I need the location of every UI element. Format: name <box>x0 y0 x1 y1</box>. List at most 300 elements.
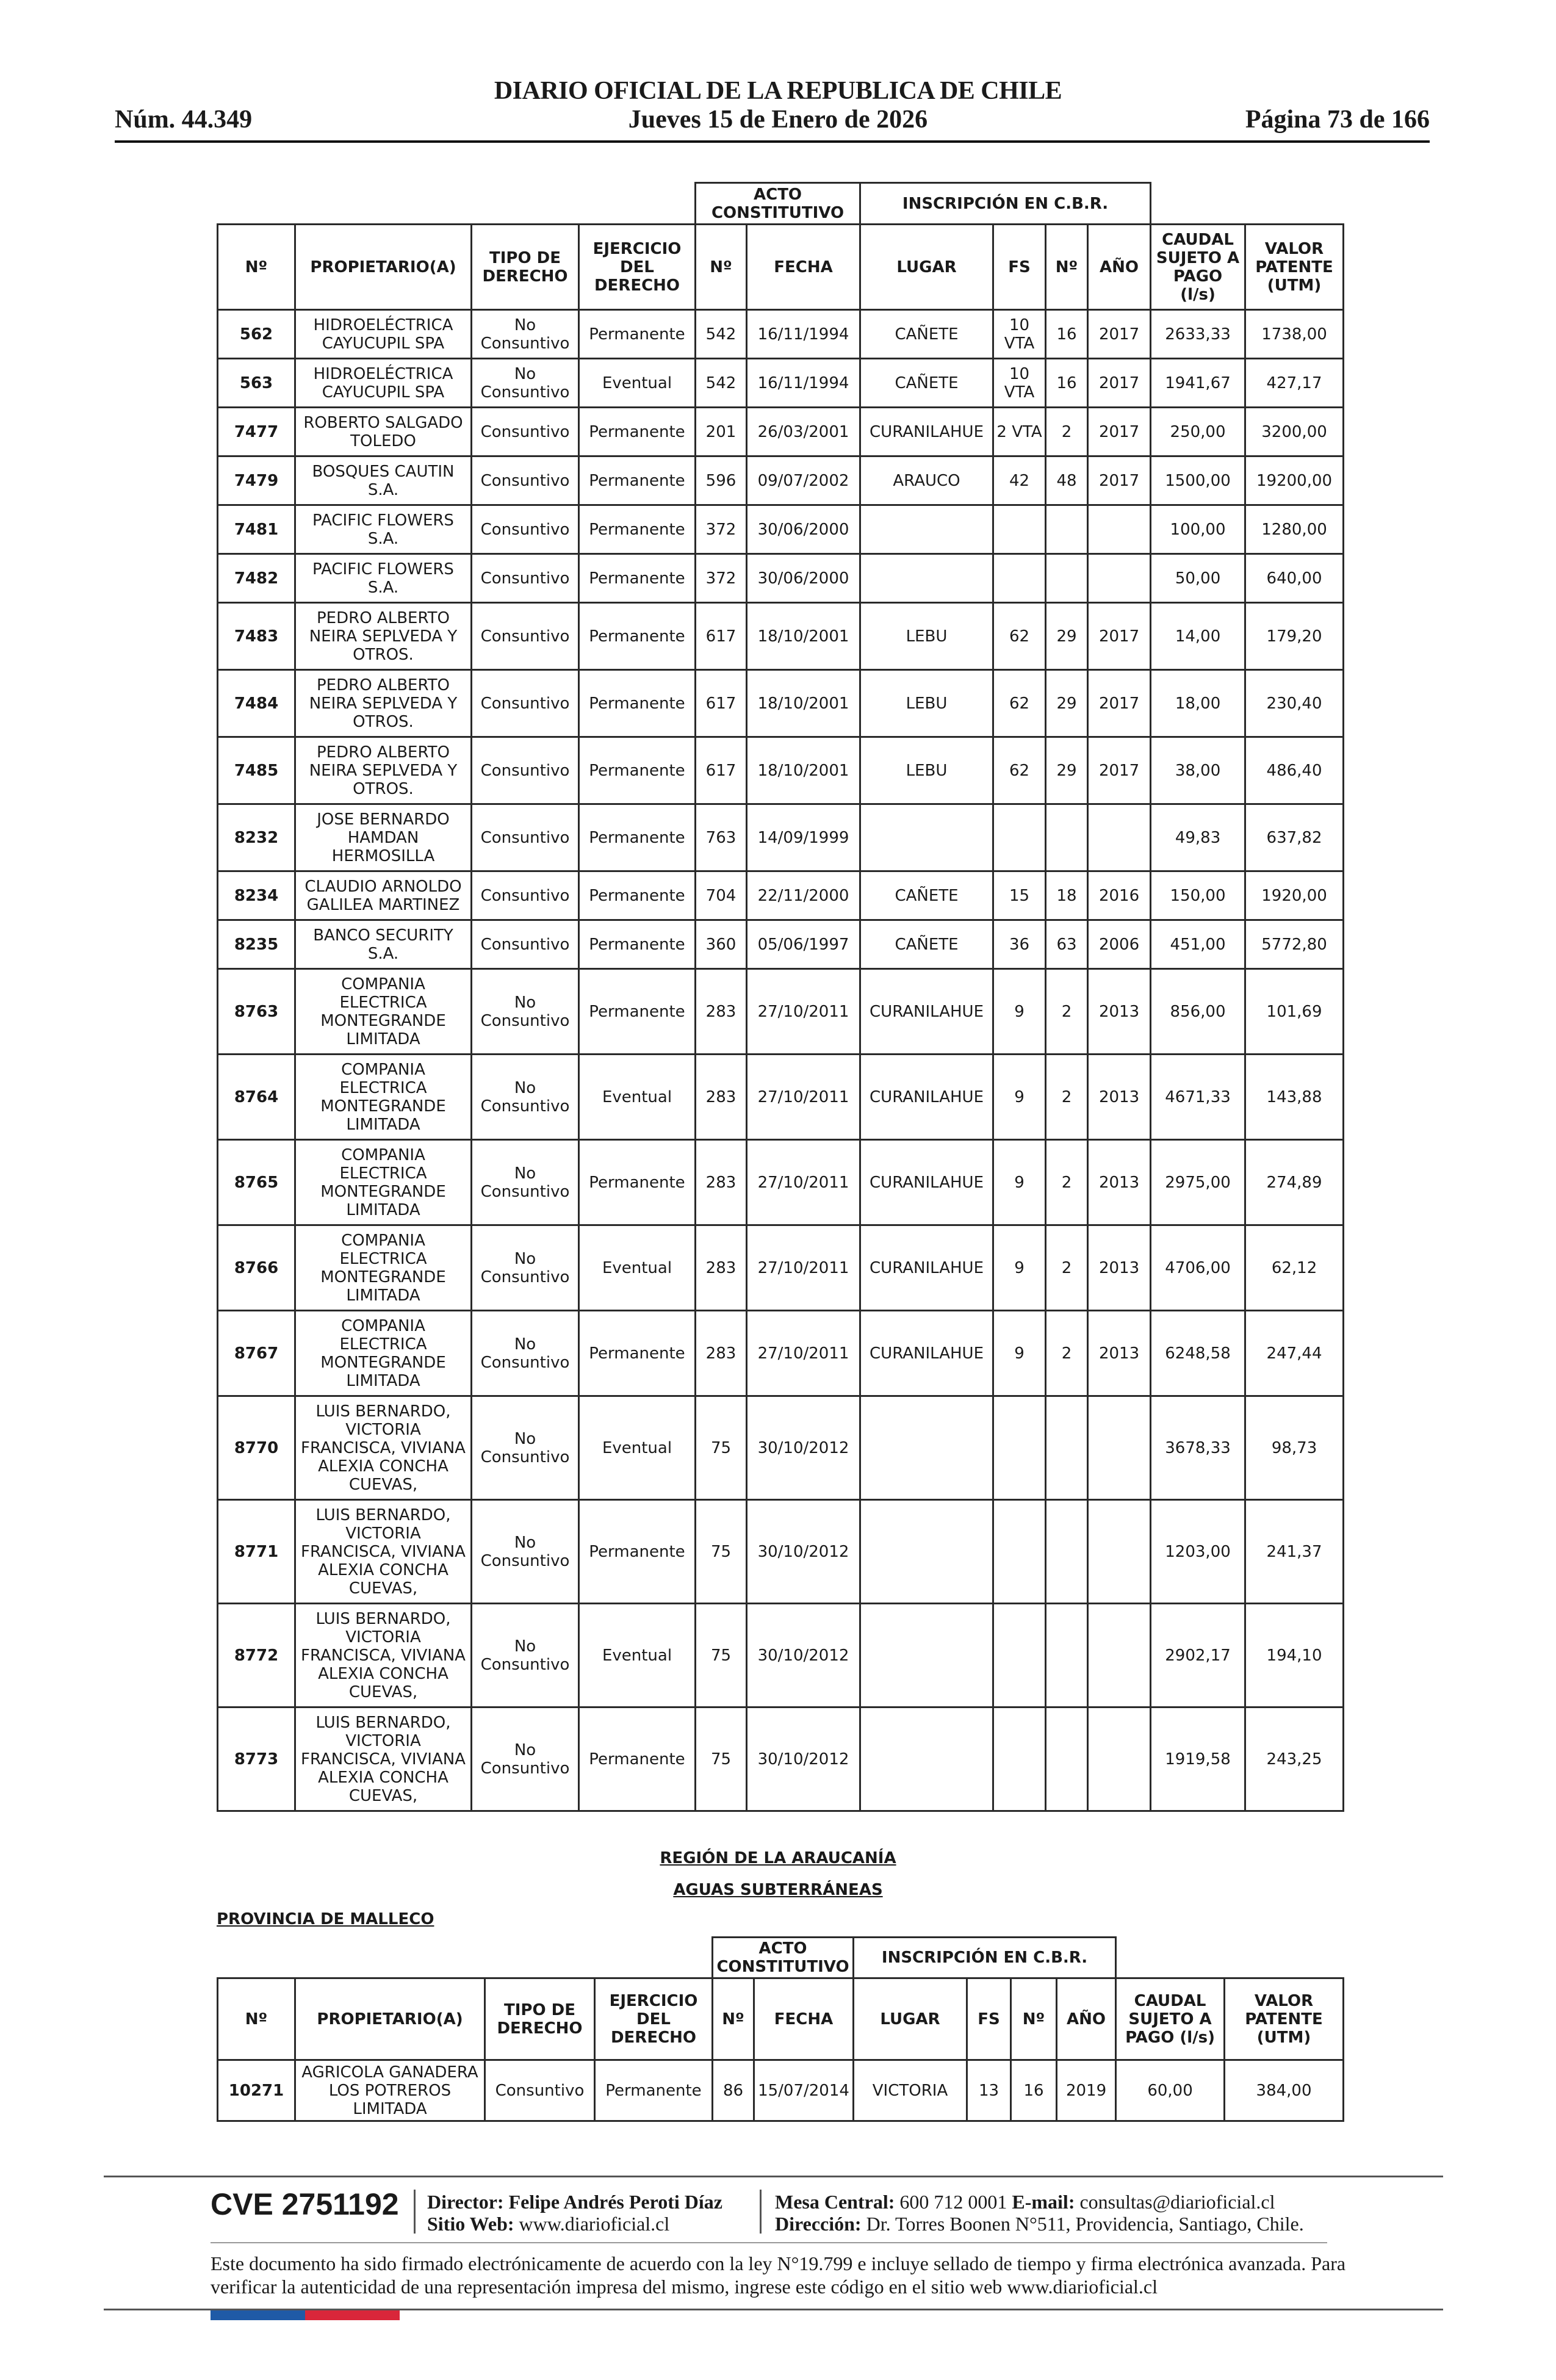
exercise-cell: Eventual <box>579 1055 696 1140</box>
fee-cell: 5772,80 <box>1245 920 1344 969</box>
place-cell <box>860 1396 993 1500</box>
issue-number: Núm. 44.349 <box>115 106 253 134</box>
flow-cell: 18,00 <box>1151 670 1245 737</box>
table-row <box>218 1225 1344 1311</box>
water-rights-table <box>217 182 1344 1812</box>
right-type-cell: No Consuntivo <box>472 1500 579 1604</box>
flow-cell: 150,00 <box>1151 871 1245 920</box>
fs-cell: 9 <box>993 1311 1046 1396</box>
director-label: Director: <box>427 2191 504 2213</box>
exercise-cell: Permanente <box>579 804 696 871</box>
place-cell: CAÑETE <box>860 310 993 359</box>
header-propietario: PROPIETARIO(A) <box>295 1978 485 2060</box>
owner-cell: BANCO SECURITY S.A. <box>295 920 472 969</box>
exercise-cell: Permanente <box>579 1311 696 1396</box>
fee-cell: 640,00 <box>1245 554 1344 603</box>
cbr-number-cell: 2 <box>1046 1140 1088 1225</box>
year-cell: 2017 <box>1088 359 1151 408</box>
exercise-cell: Eventual <box>579 1604 696 1707</box>
table-row <box>218 1396 1344 1500</box>
row-number: 8773 <box>218 1707 295 1811</box>
fee-cell: 427,17 <box>1245 359 1344 408</box>
owner-cell: LUIS BERNARDO, VICTORIA FRANCISCA, VIVIANA ALEXIA CONCHA CUEVAS, <box>295 1707 472 1811</box>
right-type-cell: Consuntivo <box>472 920 579 969</box>
owner-cell: PEDRO ALBERTO NEIRA SEPLVEDA Y OTROS. <box>295 603 472 670</box>
fee-cell: 241,37 <box>1245 1500 1344 1604</box>
page-number: Página 73 de 166 <box>1245 106 1430 134</box>
row-number: 7485 <box>218 737 295 804</box>
act-date-cell: 30/10/2012 <box>747 1707 860 1811</box>
issue-date: Jueves 15 de Enero de 2026 <box>628 106 928 134</box>
footer-separator <box>414 2190 416 2234</box>
place-cell: LEBU <box>860 670 993 737</box>
act-date-cell: 18/10/2001 <box>747 737 860 804</box>
year-cell <box>1088 505 1151 554</box>
fee-cell: 101,69 <box>1245 969 1344 1055</box>
place-cell <box>860 1707 993 1811</box>
header-inscripcion-cbr: INSCRIPCIÓN EN C.B.R. <box>854 1938 1116 1978</box>
act-date-cell: 27/10/2011 <box>747 1140 860 1225</box>
owner-cell: LUIS BERNARDO, VICTORIA FRANCISCA, VIVIANA ALEXIA CONCHA CUEVAS, <box>295 1604 472 1707</box>
flow-cell: 49,83 <box>1151 804 1245 871</box>
header-divider <box>115 140 1430 143</box>
owner-cell: LUIS BERNARDO, VICTORIA FRANCISCA, VIVIANA ALEXIA CONCHA CUEVAS, <box>295 1396 472 1500</box>
exercise-cell: Permanente <box>579 408 696 456</box>
fee-cell: 274,89 <box>1245 1140 1344 1225</box>
fs-cell: 13 <box>967 2060 1011 2121</box>
act-date-cell: 30/06/2000 <box>747 505 860 554</box>
fs-cell: 10 VTA <box>993 359 1046 408</box>
header-caudal: CAUDAL SUJETO A PAGO (l/s) <box>1151 225 1245 310</box>
fs-cell: 9 <box>993 1140 1046 1225</box>
table-body <box>218 310 1344 1811</box>
table-row <box>218 1707 1344 1811</box>
header-tipo-derecho: TIPO DE DERECHO <box>472 225 579 310</box>
cbr-number-cell: 18 <box>1046 871 1088 920</box>
act-number-cell: 617 <box>696 603 747 670</box>
act-number-cell: 283 <box>696 1225 747 1311</box>
exercise-cell: Permanente <box>579 1140 696 1225</box>
place-cell <box>860 554 993 603</box>
act-date-cell: 30/10/2012 <box>747 1396 860 1500</box>
right-type-cell: Consuntivo <box>472 670 579 737</box>
fee-cell: 384,00 <box>1225 2060 1344 2121</box>
header-fecha: FECHA <box>747 225 860 310</box>
cve-code: CVE 2751192 <box>211 2187 399 2221</box>
year-cell: 2013 <box>1088 1055 1151 1140</box>
exercise-cell: Permanente <box>579 1500 696 1604</box>
year-cell <box>1088 1396 1151 1500</box>
act-number-cell: 542 <box>696 310 747 359</box>
act-number-cell: 372 <box>696 554 747 603</box>
table-row <box>218 1311 1344 1396</box>
cbr-number-cell <box>1046 804 1088 871</box>
fee-cell: 486,40 <box>1245 737 1344 804</box>
place-cell: CAÑETE <box>860 359 993 408</box>
cbr-number-cell <box>1046 1707 1088 1811</box>
flow-cell: 4706,00 <box>1151 1225 1245 1311</box>
place-cell: LEBU <box>860 737 993 804</box>
row-number: 8772 <box>218 1604 295 1707</box>
owner-cell: COMPANIA ELECTRICA MONTEGRANDE LIMITADA <box>295 1311 472 1396</box>
year-cell <box>1088 1500 1151 1604</box>
header-acto-constitutivo: ACTO CONSTITUTIVO <box>713 1938 854 1978</box>
exercise-cell: Eventual <box>579 359 696 408</box>
row-number: 8763 <box>218 969 295 1055</box>
fs-cell: 9 <box>993 1225 1046 1311</box>
province-heading: PROVINCIA DE MALLECO <box>217 1910 434 1928</box>
act-date-cell: 18/10/2001 <box>747 670 860 737</box>
act-date-cell: 27/10/2011 <box>747 1225 860 1311</box>
act-date-cell: 27/10/2011 <box>747 1311 860 1396</box>
place-cell <box>860 1500 993 1604</box>
table-row <box>218 1140 1344 1225</box>
header-lugar: LUGAR <box>854 1978 967 2060</box>
flow-cell: 2975,00 <box>1151 1140 1245 1225</box>
fs-cell: 62 <box>993 603 1046 670</box>
flow-cell: 1919,58 <box>1151 1707 1245 1811</box>
cbr-number-cell: 29 <box>1046 603 1088 670</box>
exercise-cell: Permanente <box>579 554 696 603</box>
address-label: Dirección: <box>775 2213 862 2235</box>
fs-cell: 15 <box>993 871 1046 920</box>
owner-cell: COMPANIA ELECTRICA MONTEGRANDE LIMITADA <box>295 1225 472 1311</box>
fs-cell: 9 <box>993 969 1046 1055</box>
right-type-cell: No Consuntivo <box>472 1055 579 1140</box>
owner-cell: HIDROELÉCTRICA CAYUCUPIL SPA <box>295 359 472 408</box>
right-type-cell: Consuntivo <box>472 603 579 670</box>
row-number: 562 <box>218 310 295 359</box>
act-number-cell: 283 <box>696 969 747 1055</box>
table-row <box>218 1500 1344 1604</box>
email-link[interactable]: consultas@diarioficial.cl <box>1079 2191 1275 2213</box>
right-type-cell: No Consuntivo <box>472 1225 579 1311</box>
owner-cell: PACIFIC FLOWERS S.A. <box>295 505 472 554</box>
fs-cell <box>993 1604 1046 1707</box>
owner-cell: LUIS BERNARDO, VICTORIA FRANCISCA, VIVIANA ALEXIA CONCHA CUEVAS, <box>295 1500 472 1604</box>
row-number: 7484 <box>218 670 295 737</box>
act-date-cell: 27/10/2011 <box>747 1055 860 1140</box>
cbr-number-cell <box>1046 505 1088 554</box>
year-cell: 2006 <box>1088 920 1151 969</box>
act-number-cell: 283 <box>696 1311 747 1396</box>
fs-cell: 9 <box>993 1055 1046 1140</box>
act-date-cell: 16/11/1994 <box>747 359 860 408</box>
fs-cell: 62 <box>993 670 1046 737</box>
header-n: Nº <box>218 1978 295 2060</box>
footer-director-block <box>427 2191 722 2235</box>
act-date-cell: 18/10/2001 <box>747 603 860 670</box>
act-number-cell: 542 <box>696 359 747 408</box>
header-ano: AÑO <box>1088 225 1151 310</box>
flow-cell: 6248,58 <box>1151 1311 1245 1396</box>
act-date-cell: 05/06/1997 <box>747 920 860 969</box>
act-number-cell: 617 <box>696 670 747 737</box>
row-number: 8764 <box>218 1055 295 1140</box>
cbr-number-cell: 2 <box>1046 1225 1088 1311</box>
header-valor-patente: VALOR PATENTE (UTM) <box>1225 1978 1344 2060</box>
cbr-number-cell: 29 <box>1046 670 1088 737</box>
exercise-cell: Permanente <box>579 920 696 969</box>
table-row <box>218 505 1344 554</box>
row-number: 8235 <box>218 920 295 969</box>
owner-cell: PACIFIC FLOWERS S.A. <box>295 554 472 603</box>
table-row <box>218 408 1344 456</box>
act-number-cell: 360 <box>696 920 747 969</box>
cbr-number-cell: 2 <box>1046 1055 1088 1140</box>
right-type-cell: No Consuntivo <box>472 1707 579 1811</box>
fs-cell <box>993 505 1046 554</box>
flow-cell: 856,00 <box>1151 969 1245 1055</box>
act-date-cell: 09/07/2002 <box>747 456 860 505</box>
header-acto-constitutivo: ACTO CONSTITUTIVO <box>696 183 860 225</box>
email-label: E-mail: <box>1012 2191 1075 2213</box>
director-name: Felipe Andrés Peroti Díaz <box>508 2191 722 2213</box>
footer-separator <box>760 2190 762 2234</box>
flag-stripe-blue <box>211 2310 305 2320</box>
row-number: 10271 <box>218 2060 295 2121</box>
mesa-label: Mesa Central: <box>775 2191 895 2213</box>
header-lugar: LUGAR <box>860 225 993 310</box>
flow-cell: 4671,33 <box>1151 1055 1245 1140</box>
fs-cell <box>993 1396 1046 1500</box>
footer-divider <box>104 2176 1443 2177</box>
flow-cell: 60,00 <box>1116 2060 1225 2121</box>
right-type-cell: No Consuntivo <box>472 1311 579 1396</box>
row-number: 8771 <box>218 1500 295 1604</box>
act-number-cell: 75 <box>696 1396 747 1500</box>
cbr-number-cell <box>1046 554 1088 603</box>
row-number: 7477 <box>218 408 295 456</box>
cbr-number-cell: 2 <box>1046 969 1088 1055</box>
exercise-cell: Permanente <box>579 1707 696 1811</box>
act-number-cell: 86 <box>713 2060 754 2121</box>
footer-divider <box>211 2242 1327 2243</box>
table-row <box>218 554 1344 603</box>
right-type-cell: Consuntivo <box>472 505 579 554</box>
fee-cell: 3200,00 <box>1245 408 1344 456</box>
place-cell: CURANILAHUE <box>860 1311 993 1396</box>
table-row <box>218 359 1344 408</box>
act-number-cell: 75 <box>696 1604 747 1707</box>
fee-cell: 230,40 <box>1245 670 1344 737</box>
mesa-phone: 600 712 0001 <box>899 2191 1007 2213</box>
fs-cell: 42 <box>993 456 1046 505</box>
exercise-cell: Permanente <box>579 456 696 505</box>
flow-cell: 2633,33 <box>1151 310 1245 359</box>
table-row <box>218 871 1344 920</box>
act-number-cell: 763 <box>696 804 747 871</box>
exercise-cell: Permanente <box>579 737 696 804</box>
year-cell <box>1088 554 1151 603</box>
fs-cell: 2 VTA <box>993 408 1046 456</box>
year-cell: 2017 <box>1088 603 1151 670</box>
flow-cell: 451,00 <box>1151 920 1245 969</box>
table-row <box>218 670 1344 737</box>
flow-cell: 14,00 <box>1151 603 1245 670</box>
year-cell: 2013 <box>1088 1311 1151 1396</box>
right-type-cell: No Consuntivo <box>472 359 579 408</box>
fs-cell: 10 VTA <box>993 310 1046 359</box>
table-body <box>218 2060 1344 2121</box>
right-type-cell: Consuntivo <box>472 737 579 804</box>
exercise-cell: Eventual <box>579 1225 696 1311</box>
act-number-cell: 201 <box>696 408 747 456</box>
exercise-cell: Permanente <box>595 2060 713 2121</box>
place-cell: LEBU <box>860 603 993 670</box>
flow-cell: 250,00 <box>1151 408 1245 456</box>
header-ejercicio: EJERCICIO DEL DERECHO <box>579 225 696 310</box>
exercise-cell: Permanente <box>579 603 696 670</box>
right-type-cell: No Consuntivo <box>472 969 579 1055</box>
fee-cell: 1280,00 <box>1245 505 1344 554</box>
owner-cell: CLAUDIO ARNOLDO GALILEA MARTINEZ <box>295 871 472 920</box>
fee-cell: 194,10 <box>1245 1604 1344 1707</box>
header-ano: AÑO <box>1057 1978 1116 2060</box>
owner-cell: COMPANIA ELECTRICA MONTEGRANDE LIMITADA <box>295 1055 472 1140</box>
act-date-cell: 22/11/2000 <box>747 871 860 920</box>
header-cbr-n: Nº <box>1011 1978 1057 2060</box>
act-number-cell: 617 <box>696 737 747 804</box>
fee-cell: 143,88 <box>1245 1055 1344 1140</box>
act-number-cell: 596 <box>696 456 747 505</box>
header-fs: FS <box>993 225 1046 310</box>
act-date-cell: 30/10/2012 <box>747 1500 860 1604</box>
water-type-heading: AGUAS SUBTERRÁNEAS <box>673 1881 883 1899</box>
region-heading: REGIÓN DE LA ARAUCANÍA <box>660 1849 896 1867</box>
fee-cell: 62,12 <box>1245 1225 1344 1311</box>
flag-stripe-red <box>305 2310 400 2320</box>
publication-title: DIARIO OFICIAL DE LA REPUBLICA DE CHILE <box>494 77 1062 105</box>
table-row <box>218 1604 1344 1707</box>
fs-cell: 36 <box>993 920 1046 969</box>
year-cell: 2013 <box>1088 1140 1151 1225</box>
cbr-number-cell: 16 <box>1011 2060 1057 2121</box>
act-date-cell: 14/09/1999 <box>747 804 860 871</box>
right-type-cell: No Consuntivo <box>472 1140 579 1225</box>
act-number-cell: 75 <box>696 1707 747 1811</box>
place-cell <box>860 505 993 554</box>
fee-cell: 1920,00 <box>1245 871 1344 920</box>
web-label: Sitio Web: <box>427 2213 514 2235</box>
place-cell: CURANILAHUE <box>860 969 993 1055</box>
year-cell: 2016 <box>1088 871 1151 920</box>
fee-cell: 243,25 <box>1245 1707 1344 1811</box>
flow-cell: 1500,00 <box>1151 456 1245 505</box>
year-cell: 2013 <box>1088 969 1151 1055</box>
act-date-cell: 26/03/2001 <box>747 408 860 456</box>
year-cell <box>1088 804 1151 871</box>
address-text: Dr. Torres Boonen N°511, Providencia, Santiago, Chile. <box>866 2213 1304 2235</box>
fee-cell: 637,82 <box>1245 804 1344 871</box>
year-cell: 2017 <box>1088 310 1151 359</box>
right-type-cell: Consuntivo <box>472 408 579 456</box>
legal-notice: Este documento ha sido firmado electrónicamente de acuerdo con la ley N°19.799 e incluye sellado de tiempo y firma electrónica avanzada. Para verificar la autenticidad de una representación impresa del mismo, ingrese este código en el sitio web www.diarioficial.cl <box>211 2252 1346 2298</box>
place-cell: CURANILAHUE <box>860 1055 993 1140</box>
row-number: 7483 <box>218 603 295 670</box>
cbr-number-cell: 48 <box>1046 456 1088 505</box>
owner-cell: HIDROELÉCTRICA CAYUCUPIL SPA <box>295 310 472 359</box>
header-inscripcion-cbr: INSCRIPCIÓN EN C.B.R. <box>860 183 1151 225</box>
act-number-cell: 283 <box>696 1140 747 1225</box>
row-number: 8770 <box>218 1396 295 1500</box>
flow-cell: 38,00 <box>1151 737 1245 804</box>
row-number: 8766 <box>218 1225 295 1311</box>
place-cell: CURANILAHUE <box>860 1225 993 1311</box>
fs-cell: 62 <box>993 737 1046 804</box>
row-number: 7481 <box>218 505 295 554</box>
table-row <box>218 456 1344 505</box>
right-type-cell: Consuntivo <box>472 804 579 871</box>
table-row <box>218 1055 1344 1140</box>
cbr-number-cell: 16 <box>1046 359 1088 408</box>
exercise-cell: Permanente <box>579 871 696 920</box>
act-number-cell: 372 <box>696 505 747 554</box>
header-fs: FS <box>967 1978 1011 2060</box>
owner-cell: ROBERTO SALGADO TOLEDO <box>295 408 472 456</box>
place-cell: VICTORIA <box>854 2060 967 2121</box>
row-number: 8767 <box>218 1311 295 1396</box>
table-row <box>218 969 1344 1055</box>
fs-cell <box>993 804 1046 871</box>
right-type-cell: No Consuntivo <box>472 1604 579 1707</box>
flow-cell: 1203,00 <box>1151 1500 1245 1604</box>
year-cell: 2017 <box>1088 408 1151 456</box>
header-acto-n: Nº <box>696 225 747 310</box>
fs-cell <box>993 554 1046 603</box>
right-type-cell: Consuntivo <box>485 2060 595 2121</box>
year-cell: 2017 <box>1088 737 1151 804</box>
cbr-number-cell: 29 <box>1046 737 1088 804</box>
year-cell: 2013 <box>1088 1225 1151 1311</box>
cbr-number-cell: 2 <box>1046 1311 1088 1396</box>
act-number-cell: 283 <box>696 1055 747 1140</box>
act-date-cell: 15/07/2014 <box>754 2060 854 2121</box>
owner-cell: PEDRO ALBERTO NEIRA SEPLVEDA Y OTROS. <box>295 737 472 804</box>
act-date-cell: 16/11/1994 <box>747 310 860 359</box>
act-date-cell: 27/10/2011 <box>747 969 860 1055</box>
act-number-cell: 75 <box>696 1500 747 1604</box>
year-cell <box>1088 1707 1151 1811</box>
row-number: 7479 <box>218 456 295 505</box>
table-row <box>218 310 1344 359</box>
owner-cell: JOSE BERNARDO HAMDAN HERMOSILLA <box>295 804 472 871</box>
place-cell <box>860 1604 993 1707</box>
exercise-cell: Permanente <box>579 969 696 1055</box>
right-type-cell: No Consuntivo <box>472 1396 579 1500</box>
header-n: Nº <box>218 225 295 310</box>
fs-cell <box>993 1707 1046 1811</box>
header-cbr-n: Nº <box>1046 225 1088 310</box>
footer-contact-block <box>775 2191 1304 2235</box>
year-cell: 2019 <box>1057 2060 1116 2121</box>
web-link[interactable]: www.diarioficial.cl <box>519 2213 670 2235</box>
place-cell: CURANILAHUE <box>860 408 993 456</box>
row-number: 563 <box>218 359 295 408</box>
act-date-cell: 30/06/2000 <box>747 554 860 603</box>
owner-cell: PEDRO ALBERTO NEIRA SEPLVEDA Y OTROS. <box>295 670 472 737</box>
fee-cell: 247,44 <box>1245 1311 1344 1396</box>
fs-cell <box>993 1500 1046 1604</box>
fee-cell: 19200,00 <box>1245 456 1344 505</box>
cbr-number-cell: 16 <box>1046 310 1088 359</box>
water-rights-table-malleco <box>217 1936 1344 2122</box>
header-caudal: CAUDAL SUJETO A PAGO (l/s) <box>1116 1978 1225 2060</box>
header-tipo-derecho: TIPO DE DERECHO <box>485 1978 595 2060</box>
cbr-number-cell <box>1046 1396 1088 1500</box>
owner-cell: COMPANIA ELECTRICA MONTEGRANDE LIMITADA <box>295 1140 472 1225</box>
year-cell: 2017 <box>1088 670 1151 737</box>
